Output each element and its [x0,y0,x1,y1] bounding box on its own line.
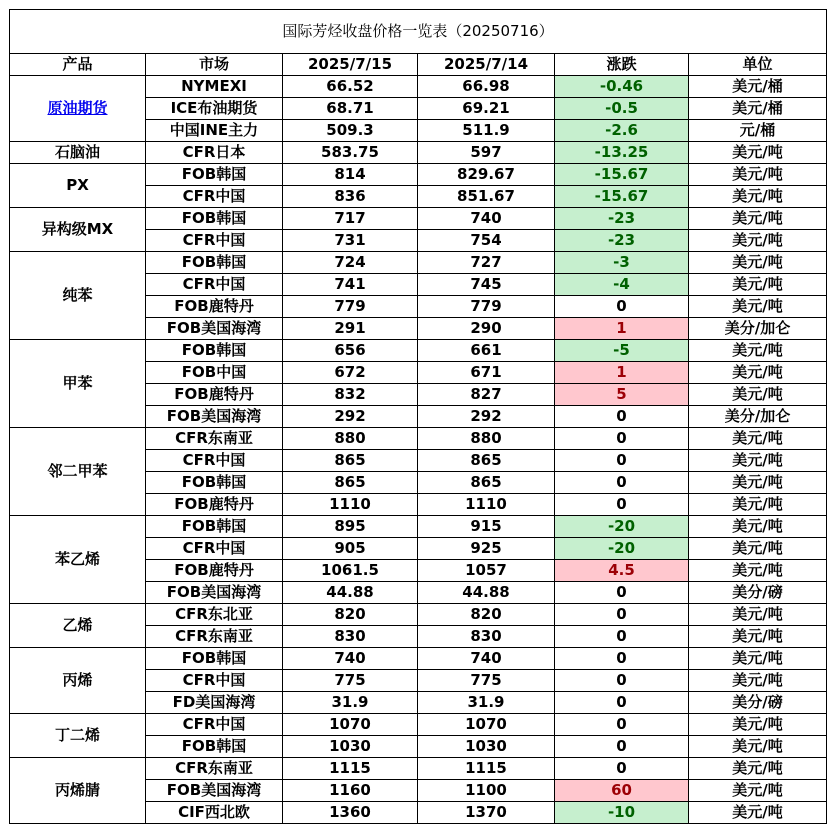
title-row [10,10,827,54]
table-row [10,164,827,186]
table-row [10,142,827,164]
market-cell: CFR中国 [146,538,283,560]
table-row [10,648,827,670]
price-0714-cell: 865 [418,450,555,472]
product-link[interactable]: 原油期货 [47,99,108,117]
unit-cell: 美元/吨 [689,604,827,626]
market-cell: CFR东南亚 [146,428,283,450]
change-cell: 0 [555,626,689,648]
price-0715-cell: 292 [283,406,418,428]
unit-cell: 美元/吨 [689,186,827,208]
unit-cell: 美元/吨 [689,670,827,692]
change-cell: -23 [555,208,689,230]
change-cell: 0 [555,472,689,494]
price-0714-cell: 880 [418,428,555,450]
price-0715-cell: 740 [283,648,418,670]
price-0714-cell: 31.9 [418,692,555,714]
market-cell: CFR东北亚 [146,604,283,626]
market-cell: 中国INE主力 [146,120,283,142]
change-cell: -20 [555,538,689,560]
change-cell: -23 [555,230,689,252]
table-body [10,10,827,824]
market-cell: FOB韩国 [146,252,283,274]
price-0715-cell: 1061.5 [283,560,418,582]
product-cell: 丁二烯 [10,714,146,758]
price-0715-cell: 724 [283,252,418,274]
price-0715-cell: 1110 [283,494,418,516]
price-0715-cell: 672 [283,362,418,384]
change-cell: -0.5 [555,98,689,120]
unit-cell: 美元/吨 [689,428,827,450]
unit-cell: 美分/磅 [689,582,827,604]
price-0715-cell: 865 [283,472,418,494]
unit-cell: 美元/吨 [689,296,827,318]
header-row [10,54,827,76]
price-0715-cell: 865 [283,450,418,472]
change-cell: 0 [555,670,689,692]
price-0715-cell: 731 [283,230,418,252]
market-cell: FOB中国 [146,362,283,384]
header-unit: 单位 [689,54,827,76]
unit-cell: 美元/吨 [689,472,827,494]
product-cell: 丙烯腈 [10,758,146,824]
price-0715-cell: 775 [283,670,418,692]
market-cell: ICE布油期货 [146,98,283,120]
unit-cell: 美元/吨 [689,274,827,296]
change-cell: 0 [555,406,689,428]
price-0715-cell: 1030 [283,736,418,758]
table-row [10,714,827,736]
price-0715-cell: 66.52 [283,76,418,98]
table-title: 国际芳烃收盘价格一览表（20250716） [10,10,827,54]
change-cell: 1 [555,362,689,384]
price-0714-cell: 511.9 [418,120,555,142]
market-cell: CFR中国 [146,714,283,736]
price-0714-cell: 44.88 [418,582,555,604]
change-cell: 0 [555,296,689,318]
market-cell: CIF西北欧 [146,802,283,824]
change-cell: 0 [555,582,689,604]
product-cell: PX [10,164,146,208]
change-cell: 60 [555,780,689,802]
price-0714-cell: 66.98 [418,76,555,98]
change-cell: -3 [555,252,689,274]
price-0714-cell: 1100 [418,780,555,802]
price-0715-cell: 1160 [283,780,418,802]
table-row [10,76,827,98]
unit-cell: 美元/吨 [689,516,827,538]
unit-cell: 美元/桶 [689,76,827,98]
change-cell: 1 [555,318,689,340]
market-cell: FOB鹿特丹 [146,494,283,516]
change-cell: 0 [555,648,689,670]
price-0714-cell: 820 [418,604,555,626]
product-cell: 石脑油 [10,142,146,164]
table-row [10,604,827,626]
price-0714-cell: 865 [418,472,555,494]
price-0715-cell: 836 [283,186,418,208]
unit-cell: 美元/桶 [689,98,827,120]
change-cell: 0 [555,428,689,450]
unit-cell: 美分/加仑 [689,318,827,340]
market-cell: FOB韩国 [146,340,283,362]
price-0715-cell: 583.75 [283,142,418,164]
price-0714-cell: 754 [418,230,555,252]
change-cell: 0 [555,714,689,736]
price-0715-cell: 741 [283,274,418,296]
unit-cell: 元/桶 [689,120,827,142]
unit-cell: 美元/吨 [689,450,827,472]
change-cell: -13.25 [555,142,689,164]
price-0715-cell: 895 [283,516,418,538]
market-cell: FOB鹿特丹 [146,384,283,406]
price-0715-cell: 291 [283,318,418,340]
price-0715-cell: 779 [283,296,418,318]
change-cell: -20 [555,516,689,538]
table-row [10,428,827,450]
change-cell: 0 [555,692,689,714]
price-0714-cell: 1115 [418,758,555,780]
unit-cell: 美分/加仑 [689,406,827,428]
unit-cell: 美元/吨 [689,164,827,186]
unit-cell: 美元/吨 [689,780,827,802]
price-0714-cell: 1110 [418,494,555,516]
price-0714-cell: 1057 [418,560,555,582]
market-cell: CFR中国 [146,450,283,472]
market-cell: NYMEXI [146,76,283,98]
unit-cell: 美元/吨 [689,362,827,384]
price-0714-cell: 745 [418,274,555,296]
price-0714-cell: 740 [418,648,555,670]
price-0715-cell: 820 [283,604,418,626]
unit-cell: 美元/吨 [689,494,827,516]
product-cell: 邻二甲苯 [10,428,146,516]
market-cell: FOB韩国 [146,208,283,230]
table-row [10,340,827,362]
change-cell: -15.67 [555,164,689,186]
header-market: 市场 [146,54,283,76]
product-cell: 甲苯 [10,340,146,428]
change-cell: -4 [555,274,689,296]
header-product: 产品 [10,54,146,76]
header-change: 涨跌 [555,54,689,76]
unit-cell: 美元/吨 [689,142,827,164]
unit-cell: 美元/吨 [689,340,827,362]
unit-cell: 美元/吨 [689,208,827,230]
price-0714-cell: 1370 [418,802,555,824]
table-row [10,516,827,538]
table-row [10,252,827,274]
unit-cell: 美元/吨 [689,230,827,252]
price-0715-cell: 1070 [283,714,418,736]
product-cell: 苯乙烯 [10,516,146,604]
table-row [10,758,827,780]
price-0715-cell: 509.3 [283,120,418,142]
unit-cell: 美元/吨 [689,252,827,274]
unit-cell: 美元/吨 [689,560,827,582]
change-cell: 4.5 [555,560,689,582]
market-cell: FOB韩国 [146,164,283,186]
market-cell: CFR中国 [146,186,283,208]
price-0714-cell: 830 [418,626,555,648]
header-date-0714: 2025/7/14 [418,54,555,76]
price-0714-cell: 69.21 [418,98,555,120]
price-0715-cell: 44.88 [283,582,418,604]
price-0715-cell: 1115 [283,758,418,780]
unit-cell: 美元/吨 [689,538,827,560]
price-0714-cell: 661 [418,340,555,362]
market-cell: FOB韩国 [146,736,283,758]
price-0714-cell: 740 [418,208,555,230]
price-0714-cell: 775 [418,670,555,692]
market-cell: FOB韩国 [146,472,283,494]
price-0714-cell: 851.67 [418,186,555,208]
price-0714-cell: 1070 [418,714,555,736]
market-cell: FOB美国海湾 [146,318,283,340]
market-cell: FOB鹿特丹 [146,560,283,582]
market-cell: FOB鹿特丹 [146,296,283,318]
market-cell: FOB美国海湾 [146,406,283,428]
unit-cell: 美元/吨 [689,736,827,758]
change-cell: -0.46 [555,76,689,98]
price-table [9,9,827,824]
change-cell: 5 [555,384,689,406]
product-cell: 丙烯 [10,648,146,714]
price-0715-cell: 830 [283,626,418,648]
change-cell: -5 [555,340,689,362]
unit-cell: 美元/吨 [689,626,827,648]
change-cell: -10 [555,802,689,824]
price-0714-cell: 292 [418,406,555,428]
change-cell: -2.6 [555,120,689,142]
market-cell: FOB韩国 [146,648,283,670]
table-row [10,208,827,230]
change-cell: 0 [555,450,689,472]
price-0714-cell: 671 [418,362,555,384]
price-table-container [9,9,827,824]
price-0714-cell: 727 [418,252,555,274]
change-cell: 0 [555,758,689,780]
price-0715-cell: 832 [283,384,418,406]
price-0715-cell: 1360 [283,802,418,824]
unit-cell: 美元/吨 [689,758,827,780]
price-0715-cell: 814 [283,164,418,186]
market-cell: FOB韩国 [146,516,283,538]
price-0714-cell: 827 [418,384,555,406]
price-0714-cell: 1030 [418,736,555,758]
market-cell: FD美国海湾 [146,692,283,714]
change-cell: 0 [555,736,689,758]
market-cell: CFR中国 [146,670,283,692]
price-0714-cell: 829.67 [418,164,555,186]
price-0714-cell: 290 [418,318,555,340]
market-cell: FOB美国海湾 [146,780,283,802]
price-0715-cell: 656 [283,340,418,362]
change-cell: 0 [555,604,689,626]
market-cell: CFR日本 [146,142,283,164]
price-0714-cell: 779 [418,296,555,318]
product-cell: 乙烯 [10,604,146,648]
market-cell: CFR中国 [146,230,283,252]
unit-cell: 美元/吨 [689,802,827,824]
market-cell: CFR中国 [146,274,283,296]
product-cell: 异构级MX [10,208,146,252]
product-cell [10,76,146,142]
change-cell: -15.67 [555,186,689,208]
unit-cell: 美元/吨 [689,648,827,670]
market-cell: CFR东南亚 [146,758,283,780]
price-0714-cell: 925 [418,538,555,560]
unit-cell: 美元/吨 [689,714,827,736]
price-0715-cell: 31.9 [283,692,418,714]
unit-cell: 美分/磅 [689,692,827,714]
market-cell: CFR东南亚 [146,626,283,648]
header-date-0715: 2025/7/15 [283,54,418,76]
product-cell: 纯苯 [10,252,146,340]
change-cell: 0 [555,494,689,516]
price-0715-cell: 880 [283,428,418,450]
price-0715-cell: 717 [283,208,418,230]
price-0714-cell: 597 [418,142,555,164]
price-0714-cell: 915 [418,516,555,538]
price-0715-cell: 68.71 [283,98,418,120]
market-cell: FOB美国海湾 [146,582,283,604]
price-0715-cell: 905 [283,538,418,560]
unit-cell: 美元/吨 [689,384,827,406]
